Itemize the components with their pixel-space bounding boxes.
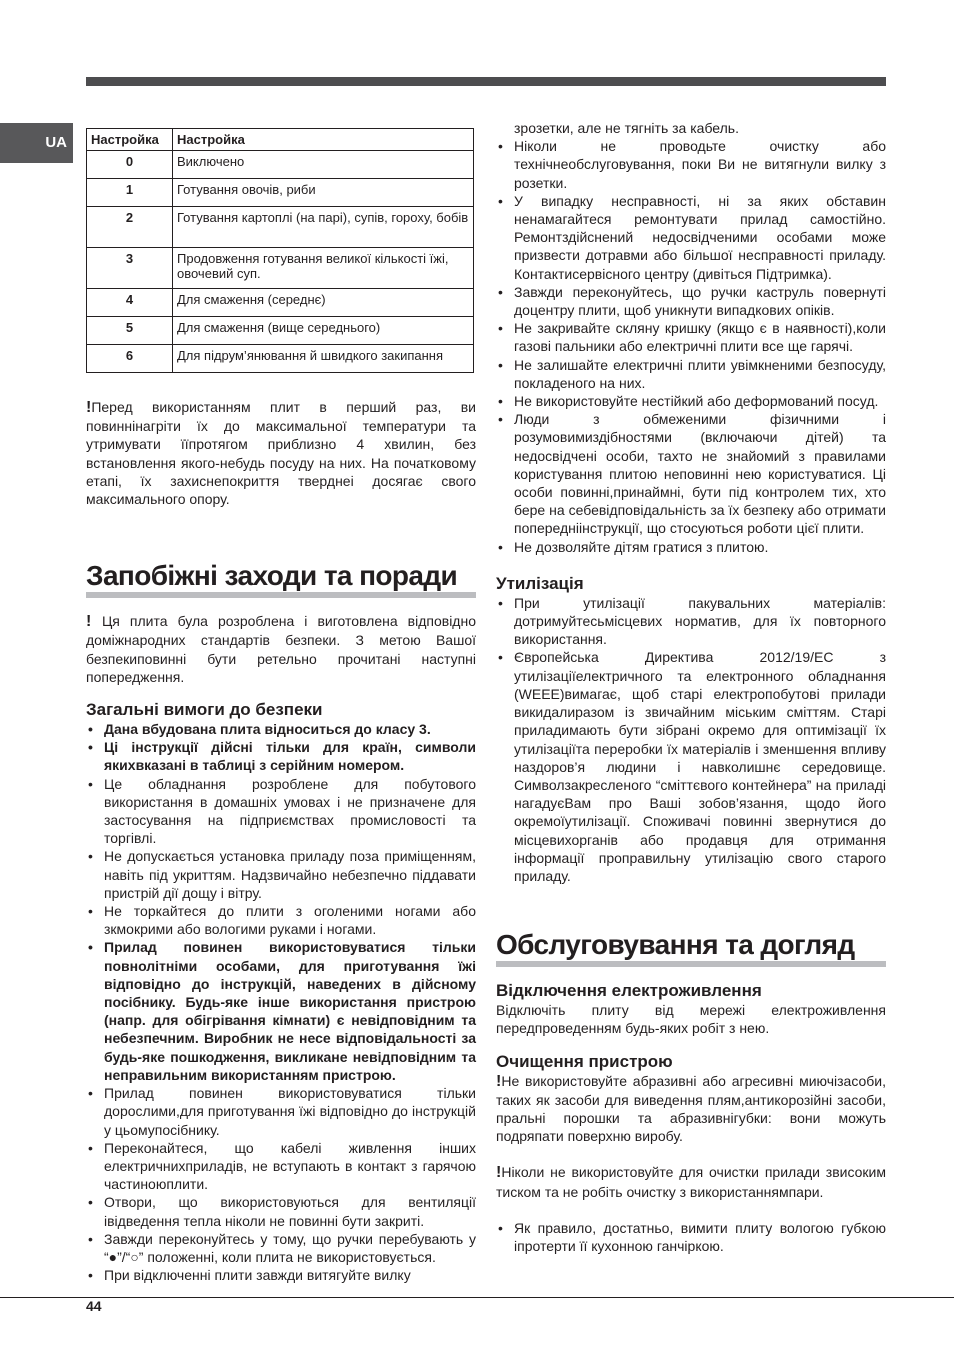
disposal-list xyxy=(496,594,886,885)
list-item: • При відключенні плити завжди витягуйте вилку xyxy=(86,1266,476,1284)
list-item: • Отвори, що використовуються для вентиляції івідведення тепла ніколи не повинні бути закриті. xyxy=(86,1193,476,1229)
list-item: • Не використовуйте нестійкий або деформований посуд. xyxy=(496,392,886,410)
desc-cell: Для смаження (середнє) xyxy=(173,289,474,317)
list-item: • У випадку несправності, ні за яких обставин ненамагайтеся ремонтувати прилад самостійно. Ремонтздійснений недосвідченими особами може призвести дотравми або більшої несправності приладу. Контактисервісного центру (дивіться Підтримка). xyxy=(496,192,886,283)
setting-cell: 6 xyxy=(87,345,173,373)
setting-cell: 3 xyxy=(87,248,173,289)
setting-cell: 0 xyxy=(87,151,173,179)
disposal-heading: Утилізація xyxy=(496,573,584,593)
warning-icon: ! xyxy=(496,1164,502,1182)
list-item: • Європейська Директива 2012/19/EC з утилізаціїелектричного та електронного обладнання (WEEE)вимагає, щоб старі електропобутові прилади викидалиразом із звичайним міським сміттям. Старі приладимають бути зібрані окремо для оптимізації їх утилізаціїта переробки їх матеріалів і зменшення впливу наздоров’я людини і навколишнє середовище. Символзакресленого “сміттєвого контейнера” на приладі нагадуєВам про Ваші зобов’язання, щодо його окремоїутилізації. Споживачі повинні звернутися до місцевихорганів або продавця для отримання інформації проправильну утилізацію свого старого приладу. xyxy=(496,648,886,885)
list-item: • Дана вбудована плита відноситься до класу 3. xyxy=(86,720,476,738)
list-item: • Люди з обмеженими фізичними і розумовимиздібностями (включаючи дітей) та недосвідчені особи, тахто не знайомий з правилами користування плитою неповинні нею користуватися. Ці особи повинні,принаймні, бути під контролем тих, хто бере на себевідповідальність за їх безпеку або отримати попередніінструкції, що стосуються роботи цієї плити. xyxy=(496,410,886,537)
general-requirements-heading: Загальні вимоги до безпеки xyxy=(86,700,323,720)
warning-icon: ! xyxy=(86,399,92,416)
safety-list-continued xyxy=(496,137,886,556)
setting-cell: 4 xyxy=(87,289,173,317)
table-row xyxy=(87,248,474,289)
list-item: • Ніколи не проводьте очистку або технічнеобслуговування, поки Ви не витягнули вилку з розетки. xyxy=(496,137,886,192)
cleaning-note-1: !Не використовуйте абразивні або агресивні миючізасоби, таких як засоби для виведення плям,антикорозійні засоби, пральні порошки та абразивнігубки: вони можуть подряпати поверхню виробу. xyxy=(496,1072,886,1145)
power-off-text: Відключіть плиту від мережі електроживлення передпроведенням будь-яких робіт з нею. xyxy=(496,1002,886,1037)
table-header: Настройка xyxy=(87,129,173,151)
top-bar xyxy=(86,77,886,86)
list-item: • Завжди переконуйтесь у тому, що ручки перебувають у “●”/“○” положенні, коли плита не використовується. xyxy=(86,1230,476,1266)
left-column xyxy=(86,128,476,1284)
desc-cell: Виключено xyxy=(173,151,474,179)
settings-table xyxy=(86,128,474,373)
table-row xyxy=(87,207,474,248)
desc-cell: Готування овочів, риби xyxy=(173,179,474,207)
cleaning-list xyxy=(496,1219,886,1255)
list-item: • Не допускається установка приладу поза приміщенням, навіть під укриттям. Надзвичайно небезпечно піддавати пристрій дії дощу і вітру. xyxy=(86,847,476,902)
cleaning-heading: Очищення пристрою xyxy=(496,1051,673,1071)
list-item: • Як правило, достатньо, вимити плиту вологою губкою іпротерти її кухонною ганчіркою. xyxy=(496,1219,886,1255)
maintenance-heading: Обслуговування та догляд xyxy=(496,929,886,967)
table-header-row xyxy=(87,129,474,151)
list-item: • Завжди переконуйтесь, що ручки каструль повернуті доцентру плити, щоб уникнути випадкових опіків. xyxy=(496,283,886,319)
warning-note: !Перед використанням плит в перший раз, ви повиннінагріти їх до максимальної температури та утримувати їїпротягом приблизно 4 хвилин, без встановлення якого-небудь посуду на них. На початковому етапі, їх захиснепокриття тверднеі досягає свого максимального опору. xyxy=(86,399,476,508)
table-row xyxy=(87,151,474,179)
list-item: • Переконайтеся, що кабелі живлення інших електричнихприладів, не вступають в контакт з гарячою частиноюплити. xyxy=(86,1139,476,1194)
list-item: • При утилізації пакувальних матеріалів: дотримуйтесьмісцевих норматив, для їх повторного використання. xyxy=(496,594,886,649)
table-row xyxy=(87,345,474,373)
desc-cell: Готування картоплі (на парі), супів, гороху, бобів xyxy=(173,207,474,248)
table-header: Настройка xyxy=(173,129,474,151)
desc-cell: Для смаження (вище середнього) xyxy=(173,317,474,345)
page-number: 44 xyxy=(86,1298,102,1314)
general-requirements-list xyxy=(86,720,476,1284)
setting-cell: 5 xyxy=(87,317,173,345)
right-column xyxy=(496,119,886,1255)
continued-text: зрозетки, але не тягніть за кабель. xyxy=(514,120,739,136)
desc-cell: Для підрум’янювання й швидкого закипання xyxy=(173,345,474,373)
list-item: • Прилад повинен використовуватися тільки дорослими,для приготування їжі відповідно до інструкцій у цьомупосібнику. xyxy=(86,1084,476,1139)
list-item: • Не закривайте скляну кришку (якщо є в наявності),коли газові пальники або електричні плити все ще гарячі. xyxy=(496,319,886,355)
warning-icon: ! xyxy=(496,1072,502,1090)
list-item: • Не залишайте електричні плити увімкненими безпосуду, покладеного на них. xyxy=(496,356,886,392)
power-off-heading: Відключення електроживлення xyxy=(496,981,762,1001)
list-item: • Не дозволяйте дітям гратися з плитою. xyxy=(496,538,886,556)
language-tab: UA xyxy=(0,123,73,163)
desc-cell: Продовження готування великої кількості їжі, овочевий суп. xyxy=(173,248,474,289)
list-item: • Не торкайтеся до плити з оголеними ногами або зкмокрими або вологими руками і ногами. xyxy=(86,902,476,938)
setting-cell: 2 xyxy=(87,207,173,248)
list-item: • Прилад повинен використовуватися тільки повнолітніми особами, для приготування їжі відповідно до інструкцій, наведених в дійсному посібнику. Будь-яке інше використання пристрою (напр. для обігрівання кімнати) є невідповідним та небезпечним. Виробник не несе відповідальності за будь-яке пошкодження, викликане невідповідним та неправильним використанням пристрою. xyxy=(86,938,476,1084)
setting-cell: 1 xyxy=(87,179,173,207)
table-row xyxy=(87,179,474,207)
cleaning-note-2: !Ніколи не використовуйте для очистки прилади звисоким тиском та не робіть очистку з використаннямпари. xyxy=(496,1164,886,1200)
list-item: • Це обладнання розроблене для побутового використання в домашніх умовах і не призначене для застосування на підприємствах промисловості та торгівлі. xyxy=(86,775,476,848)
footer-rule xyxy=(0,1297,954,1298)
table-row xyxy=(87,317,474,345)
precautions-heading: Запобіжні заходи та поради xyxy=(86,560,476,598)
warning-icon: ! xyxy=(86,613,102,631)
table-row xyxy=(87,289,474,317)
precautions-intro: ! Ця плита була розроблена і виготовлена відповідно доміжнародних стандартів безпеки. З метою Вашої безпекиповинні бути ретельно прочитані наступні попередження. xyxy=(86,613,476,685)
list-item: • Ці інструкції дійсні тільки для країн, символи якихвказані в таблиці з серійним номером. xyxy=(86,738,476,774)
